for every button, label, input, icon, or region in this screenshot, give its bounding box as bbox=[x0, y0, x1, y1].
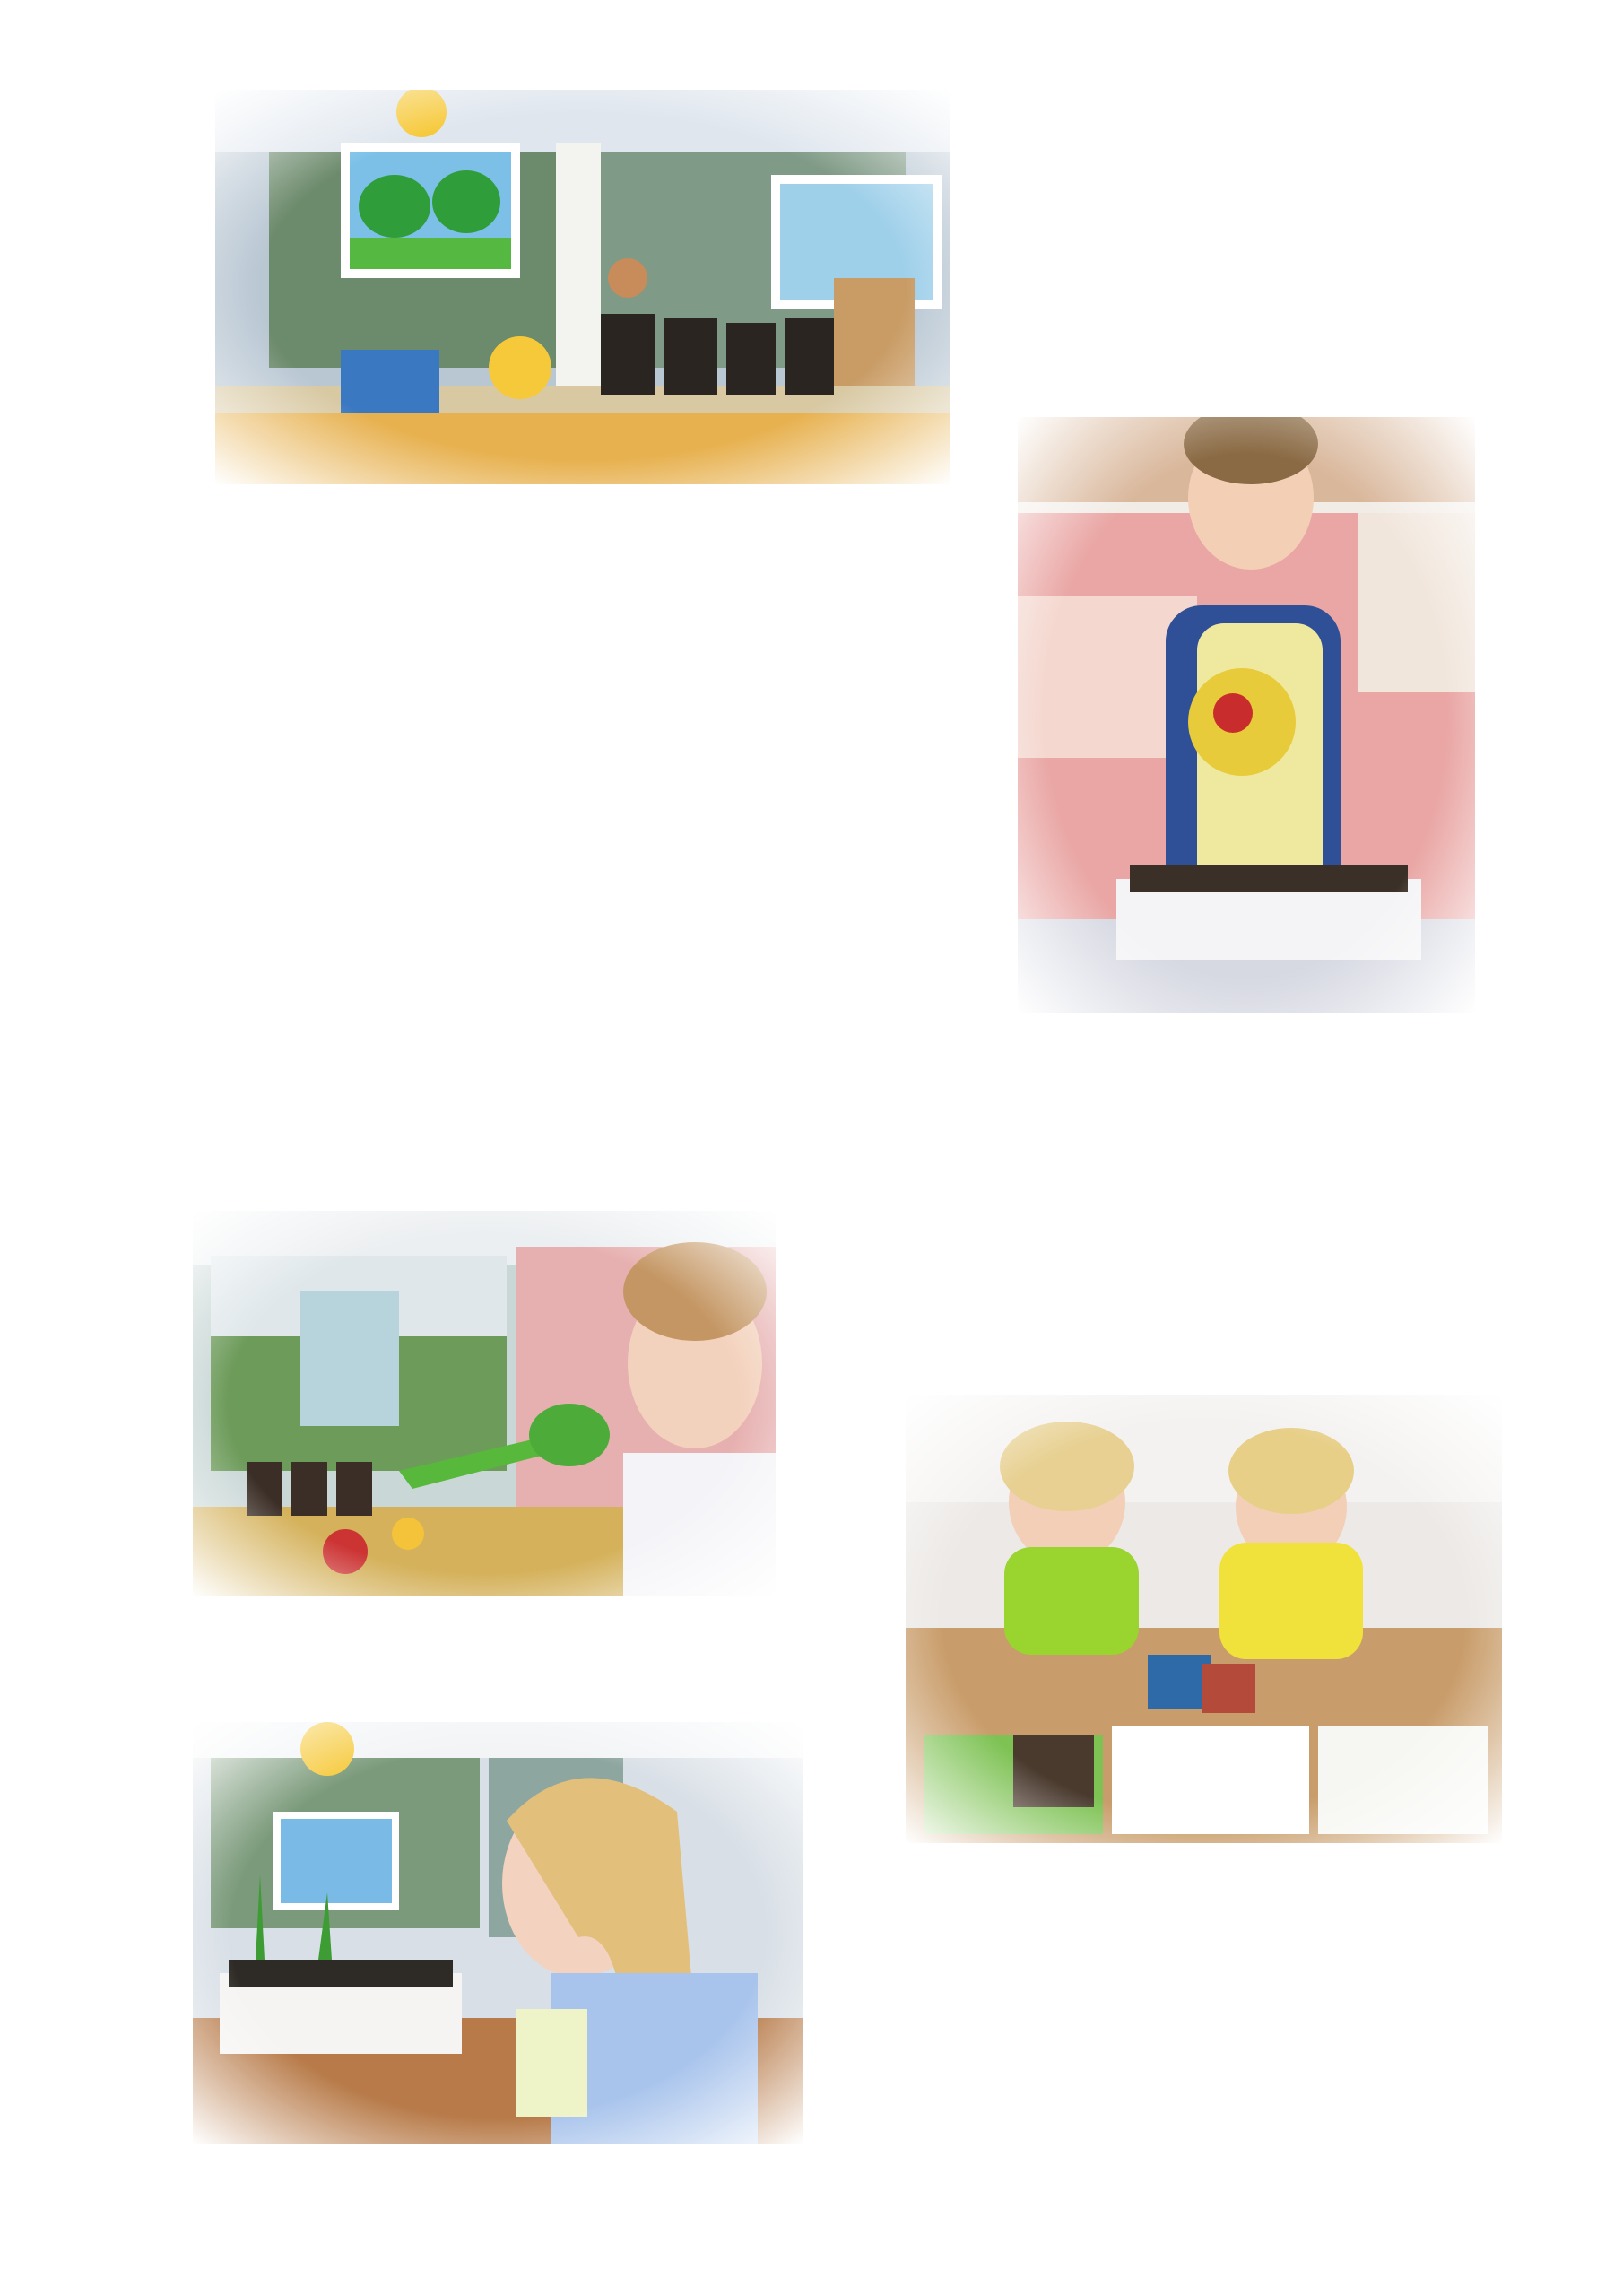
holly-border-left bbox=[59, 59, 95, 2244]
photo-girl-planting bbox=[193, 1722, 803, 2144]
photo-didactic-games bbox=[906, 1395, 1502, 1843]
photo-boy-planting bbox=[1018, 417, 1475, 1013]
holly-border-bottom bbox=[63, 2208, 1560, 2244]
holly-border-right bbox=[1524, 59, 1560, 2244]
photo-boy-watering bbox=[193, 1211, 776, 1596]
photo-windowsill-garden bbox=[215, 90, 950, 484]
